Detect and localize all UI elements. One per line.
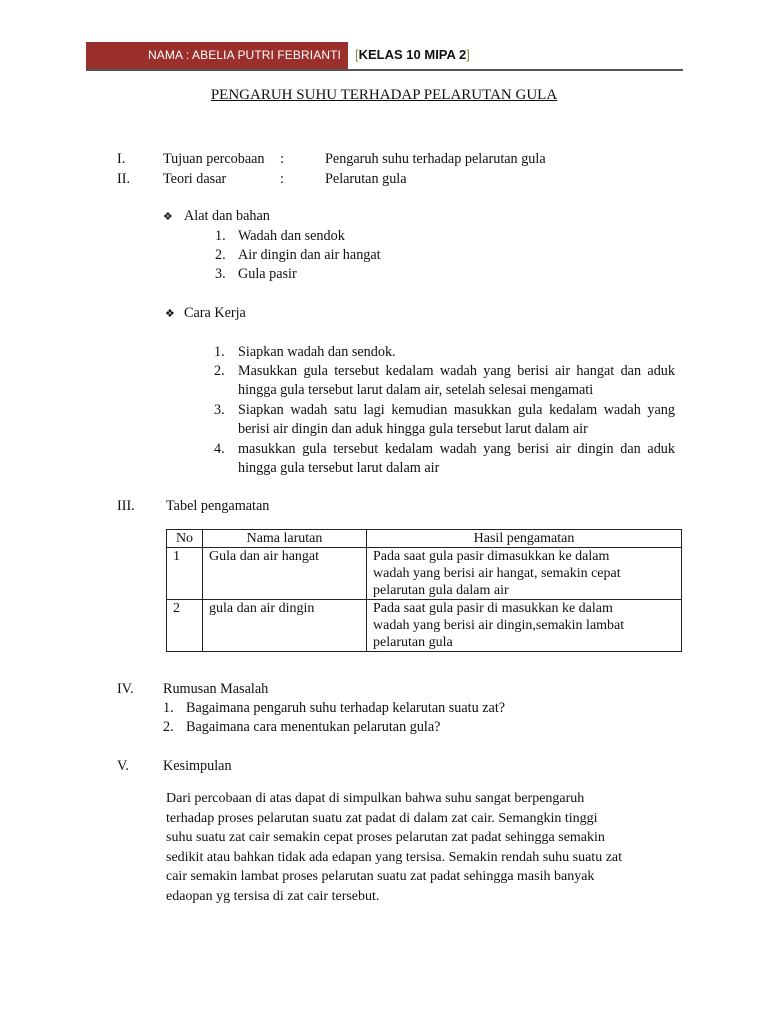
row-2-hasil: Pada saat gula pasir di masukkan ke dalam wadah yang berisi air dingin,semakin lambat pelarutan gula	[367, 600, 682, 652]
section-4-number: IV.	[117, 681, 134, 697]
alat-item-3: Gula pasir	[238, 266, 297, 282]
alat-item-2-number: 2.	[215, 247, 226, 263]
alat-item-1: Wadah dan sendok	[238, 228, 345, 244]
class-label: KELAS 10 MIPA 2	[358, 47, 467, 62]
alat-heading: Alat dan bahan	[184, 208, 270, 224]
column-header-nama: Nama larutan	[203, 530, 367, 548]
diamond-bullet-icon: ❖	[165, 308, 175, 320]
cara-heading: Cara Kerja	[184, 305, 246, 321]
section-1-number: I.	[117, 151, 126, 167]
cara-step-1: 1. Siapkan wadah dan sendok.	[214, 344, 396, 360]
section-3-label: Tabel pengamatan	[166, 498, 270, 514]
header-rule	[86, 69, 683, 71]
row-2-no: 2	[167, 600, 203, 652]
section-4-label: Rumusan Masalah	[163, 681, 269, 697]
row-1-nama: Gula dan air hangat	[203, 548, 367, 600]
alat-item-3-number: 3.	[215, 266, 226, 282]
rumusan-item-2: Bagaimana cara menentukan pelarutan gula?	[186, 719, 441, 735]
table-row	[167, 600, 682, 652]
section-5-number: V.	[117, 758, 129, 774]
student-class	[355, 47, 470, 62]
rumusan-item-1-number: 1.	[163, 700, 174, 716]
bracket-open: [	[355, 47, 359, 62]
section-3-number: III.	[117, 498, 135, 514]
row-1-hasil: Pada saat gula pasir dimasukkan ke dalam wadah yang berisi air hangat, semakin cepat pelarutan gula dalam air	[367, 548, 682, 600]
cara-step-4: 4. masukkan gula tersebut kedalam wadah yang berisi air dingin dan aduk hingga gula tersebut larut dalam air	[214, 441, 675, 476]
kesimpulan-paragraph: Dari percobaan di atas dapat di simpulkan bahwa suhu sangat berpengaruh terhadap proses pelarutan suatu zat padat di dalam zat cair. Semangkin tinggi suhu suatu zat cair semakin cepat proses pelarutan zat padat sehingga semakin sedikit atau bahkan tidak ada edapan yang tersisa. Semakin rendah suhu suatu zat cair semakin lambat proses pelarutan suatu zat padat sehingga masih banyak edaopan yg tersisa di zat cair tersebut.	[166, 791, 623, 904]
cara-step-3: 3. Siapkan wadah satu lagi kemudian masukkan gula kedalam wadah yang berisi air dingin dan aduk hingga gula tersebut larut dalam air	[214, 402, 675, 437]
section-2-number: II.	[117, 171, 130, 187]
section-2-label: Teori dasar	[163, 171, 227, 187]
section-1-colon: :	[280, 151, 284, 167]
section-1-value: Pengaruh suhu terhadap pelarutan gula	[325, 151, 546, 167]
row-1-no: 1	[167, 548, 203, 600]
table-header-row	[167, 530, 682, 548]
bracket-close: ]	[466, 47, 470, 62]
rumusan-item-2-number: 2.	[163, 719, 174, 735]
table-row	[167, 548, 682, 600]
observation-table	[166, 529, 682, 652]
alat-item-2: Air dingin dan air hangat	[238, 247, 381, 263]
diamond-bullet-icon: ❖	[163, 211, 173, 223]
student-name: NAMA : ABELIA PUTRI FEBRIANTI	[148, 48, 341, 62]
document-title: PENGARUH SUHU TERHADAP PELARUTAN GULA	[210, 87, 558, 103]
column-header-hasil: Hasil pengamatan	[367, 530, 682, 548]
section-5-label: Kesimpulan	[163, 758, 232, 774]
section-2-colon: :	[280, 171, 284, 187]
cara-step-2: 2. Masukkan gula tersebut kedalam wadah yang berisi air hangat dan aduk hingga gula tersebut larut dalam air, setelah selesai mengamati	[214, 363, 675, 398]
rumusan-item-1: Bagaimana pengaruh suhu terhadap kelarutan suatu zat?	[186, 700, 506, 716]
column-header-no: No	[167, 530, 203, 548]
row-2-nama: gula dan air dingin	[203, 600, 367, 652]
alat-item-1-number: 1.	[215, 228, 226, 244]
section-1-label: Tujuan percobaan	[163, 151, 265, 167]
section-2-value: Pelarutan gula	[325, 171, 407, 187]
